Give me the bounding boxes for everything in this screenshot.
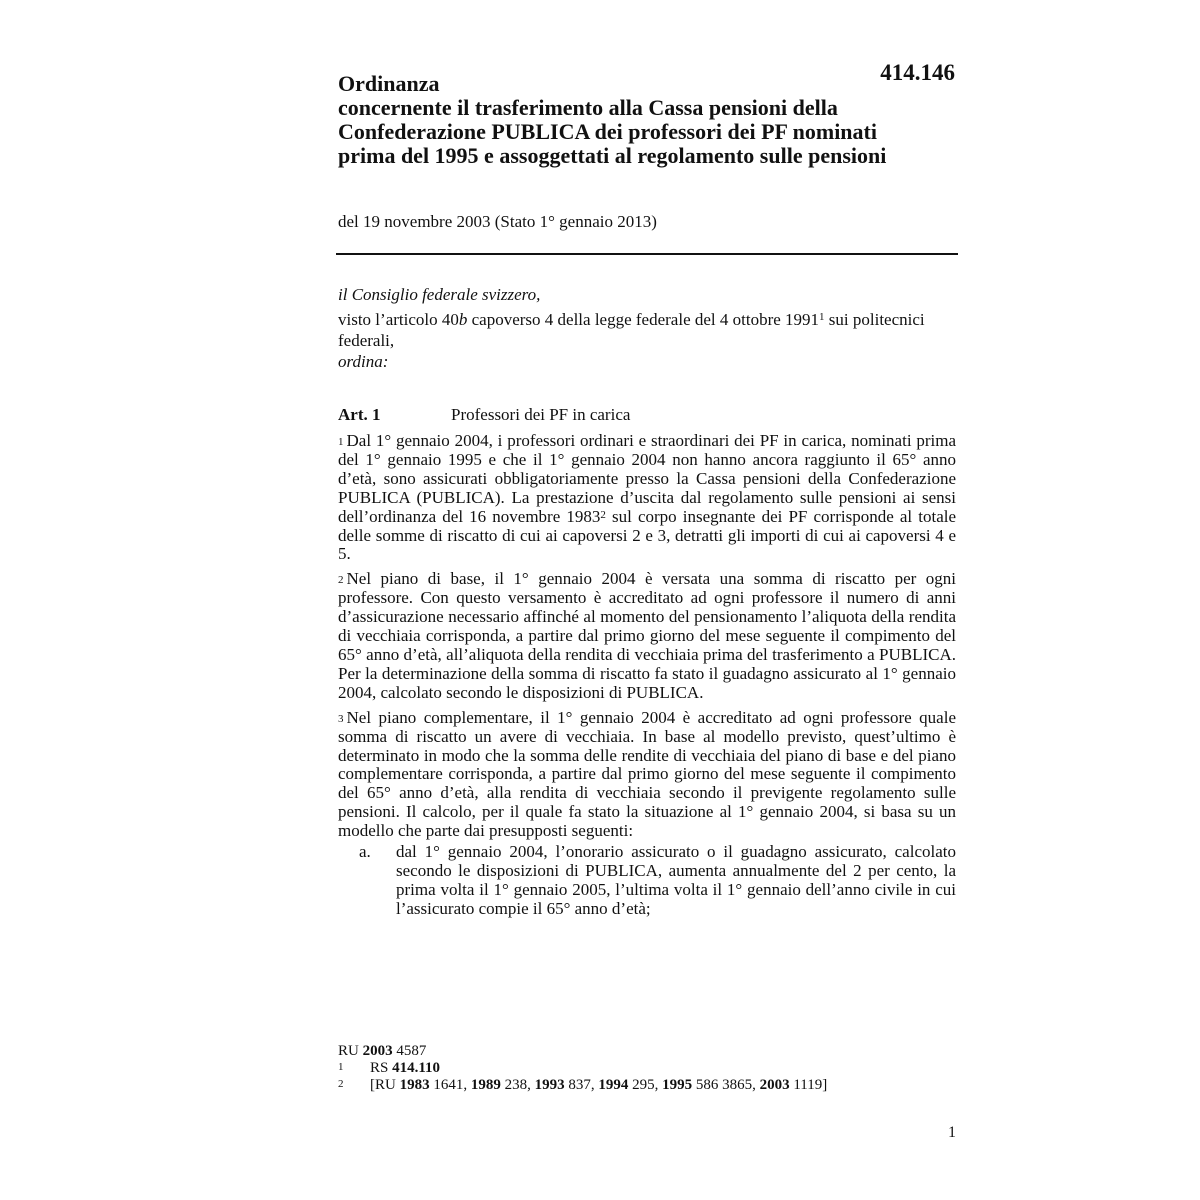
paragraph-number: 1 xyxy=(338,436,344,448)
paragraph-text: Nel piano complementare, il 1° gennaio 2004 è accreditato ad ogni professore quale somma di riscatto un avere di vecchiaia. In base al modello previsto, quest’ultimo è determinato in modo che la somma delle rendite di vecchiaia del piano di base e del piano complementare corrisponda, a partire dal primo giorno del mese seguente il compimento del 65° anno d’età, alla rendita di vecchiaia secondo il previgente regolamento sulle pensioni. Il calcolo, per il quale fa stato la situazione al 1° gennaio 2004, si basa su un modello che parte dai presupposti seguenti: xyxy=(338,707,956,841)
preamble-ordina: ordina: xyxy=(338,352,389,371)
ru-year: 2003 xyxy=(362,1043,393,1059)
footnote-1 xyxy=(338,1060,958,1077)
fn-year: 1989 xyxy=(470,1077,501,1093)
preamble xyxy=(338,284,956,372)
footnote-ref[interactable]: 1 xyxy=(819,311,825,323)
visto-text: sui politecnici federali, xyxy=(338,310,925,350)
list-text: dal 1° gennaio 2004, l’onorario assicurato o il guadagno assicurato, calcolato secondo le disposizioni di PUBLICA, aumenta annualmente del 2 per cento, la prima volta il 1° gennaio 2005, l’ultima volta il 1° gennaio dell’anno civile in cui l’assicurato compie il 65° anno d’età; xyxy=(396,842,956,918)
fn-year: 1983 xyxy=(399,1077,430,1093)
footnotes xyxy=(338,1043,958,1094)
paragraph-number: 2 xyxy=(338,574,344,587)
paragraph xyxy=(338,709,956,841)
fn-year: 1994 xyxy=(598,1077,629,1093)
paragraph-text: Dal 1° gennaio 2004, i professori ordinari e straordinari dei PF in carica, nominati prima del 1° gennaio 1995 e che il 1° gennaio 2004 non hanno ancora raggiunto il 65° anno d’età, sono assicurati obbligatoriamente presso la Cassa pensioni della Confederazione PUBLICA (PUBLICA). La prestazione d’uscita dal regolamento sulle pensioni ai sensi dell’ordinanza del 16 novembre 1983 xyxy=(338,431,956,526)
ru-page: 4587 xyxy=(392,1043,427,1059)
footnote-mark: 2 xyxy=(338,1078,344,1090)
footnote-sr[interactable]: 414.110 xyxy=(392,1060,441,1076)
page-number: 1 xyxy=(948,1124,956,1141)
fn-text: 586 3865, xyxy=(692,1077,760,1093)
fn-year: 2003 xyxy=(759,1077,790,1093)
paragraph xyxy=(338,570,956,702)
fn-text: 238, xyxy=(500,1077,535,1093)
document-title xyxy=(338,72,978,168)
list-item xyxy=(338,843,956,919)
footnote-mark: 1 xyxy=(338,1061,344,1073)
preamble-authority: il Consiglio federale svizzero, xyxy=(338,285,541,304)
paragraph-text: Nel piano di base, il 1° gennaio 2004 è versata una somma di riscatto per ogni professore. Con questo versamento è accreditato ad ogni professore il numero di anni d’assicurazione necessario affinché al momento del pensionamento l’aliquota della rendita di vecchiaia corrisponda, a partire dal primo giorno del mese seguente il compimento del 65° anno d’età, all’aliquota della rendita di vecchiaia prima del trasferimento a PUBLICA. Per la determinazione della somma di riscatto fa stato il guadagno assicurato al 1° gennaio 2004, calcolato secondo le disposizioni di PUBLICA. xyxy=(338,569,956,702)
paragraph-text: sul corpo insegnante dei PF corrisponde al totale delle somme di riscatto di cui ai capoversi 2 e 3, detratti gli importi di cui ai capoversi 4 e 5. xyxy=(338,506,957,564)
footnote-ref[interactable]: 2 xyxy=(600,508,606,521)
visto-text: visto l’articolo 40 xyxy=(338,310,459,329)
fn-text: 1641, xyxy=(429,1077,471,1093)
ru-reference xyxy=(338,1043,958,1060)
ru-label: RU xyxy=(338,1043,363,1059)
title-line: Confederazione PUBLICA dei professori dei PF nominati xyxy=(338,119,877,144)
paragraph xyxy=(338,432,956,564)
footnote-prefix: RS xyxy=(370,1060,393,1076)
article-body xyxy=(338,432,956,919)
footnote-text xyxy=(370,1060,440,1077)
footnote-text xyxy=(370,1077,827,1094)
title-line: prima del 1995 e assoggettati al regolamento sulle pensioni xyxy=(338,143,887,168)
title-line: Ordinanza xyxy=(338,71,440,96)
fn-text: 295, xyxy=(628,1077,663,1093)
fn-text: 837, xyxy=(564,1077,599,1093)
sr-number: 414.146 xyxy=(880,60,955,85)
preamble-visto xyxy=(338,309,956,351)
title-line: concernente il trasferimento alla Cassa pensioni della xyxy=(338,95,838,120)
visto-letter: b xyxy=(458,310,468,329)
paragraph-number: 3 xyxy=(338,712,344,725)
fn-text: [RU xyxy=(370,1077,400,1093)
list-letter: a. xyxy=(359,842,371,862)
footnote-2 xyxy=(338,1077,958,1094)
fn-year: 1995 xyxy=(662,1077,693,1093)
header-divider xyxy=(336,253,958,255)
article-number: Art. 1 xyxy=(338,405,381,424)
article-title: Professori dei PF in carica xyxy=(451,405,631,424)
fn-year: 1993 xyxy=(534,1077,565,1093)
visto-text: capoverso 4 della legge federale del 4 ottobre 1991 xyxy=(467,310,820,329)
date-status-line: del 19 novembre 2003 (Stato 1° gennaio 2013) xyxy=(338,212,657,231)
fn-text: 1119] xyxy=(789,1077,828,1093)
article-heading xyxy=(338,404,956,425)
